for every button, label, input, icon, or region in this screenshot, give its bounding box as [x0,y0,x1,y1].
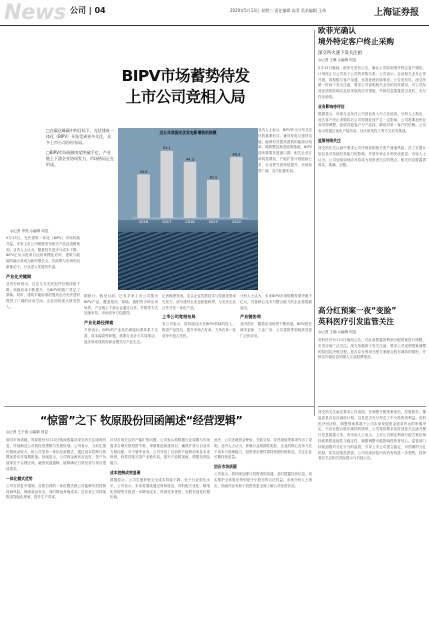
right-divider [318,406,426,407]
right-headline-1-line1: 欧菲光确认 [318,26,356,35]
main-headline-line2: 上市公司竞相入局 [125,88,246,106]
body-column-side: 业内人士表示，BIPV作为分布式光伏的重要形式，兼具发电与建材功能，能够有效提高建筑的能源自给率。随着整县推进政策落地，BIPV迎来重要发展窗口期，相关企业订单明显增加，产能扩张计划陆续公布，行业景气度持续提升，市场前景广阔，各方积极布局。 [258,128,312,173]
right-byline-1: ◎记者 王琳 ◎编辑 何昆 [318,58,357,62]
body-column-1: 5月13日，光伏建筑一体化（BIPV）市场持续升温，多家上市公司相继发布相关产品及战略规划。业内人士认为，随着技术进步与成本下降，BIPV正从示范项目迈向规模化应用，建筑与能源的融合将成为新的增长点。在政策与市场的双重推动下，行业进入发展快车道。 产业化关键期 业内分析指出，过去几年光伏组件价格持续下降，转换效率不断提升，为BIPV的推广奠定了基础。同时，建筑节能标准的提高也为光伏建材提供了广阔的应用空间。企业纷纷加大研发投入。 [6,236,80,309]
chart-data-label: 53.1 [162,146,171,151]
chart-title: 近五年我国光伏发电新增装机规模 [159,130,217,135]
right-headline-1-line2: 境外特定客户终止采购 [318,36,394,46]
bar-chart-svg [118,128,258,290]
body-column-2: 据统计，截至目前，已有多家上市公司推出BIPV产品，覆盖屋顶、幕墙、遮阳等多种应用场景。产业链上下游企业通过合作、并购等方式加速布局，市场竞争日趋激烈。 产业化路径探索 专家表示，BIPV的产业化仍面临标准体系不完善、成本偏高等问题，需要行业各方共同推动，逐步形成成熟的商业模式与产业生态。 [84,294,158,344]
chart-category-label: 2018 [185,220,195,224]
chart-bar [230,157,243,218]
bottom-column-2: 针对市场关注的产能扩张问题，公司表示将根据行业周期与市场需求合理安排投资节奏，审慎推进新建项目，确保扩张与自身实力相匹配。对于屠宰业务，公司介绍了目前的产能利用率及未来规划，称将持续完善产业链布局，提升产品附加值，增强抗风险能力。 成本控制成效显著 数据显示，公司生猪养殖完全成本持续下降，处于行业领先水平。公司表示，未来将继续通过育种改良、饲料配方优化、精细化管理等手段进一步降低成本，巩固竞争优势，为股东创造长期价值。 [110,438,210,500]
chart-bar [184,162,197,218]
body-column-3: 记者梳理发现，龙头企业凭借技术与渠道优势率先发力，部分建材企业也积极跨界，与光伏企业合作开发一体化产品。 上市公司竞相布局 有公司表示，将持续加大在BIPV领域的投入，推进产品迭代，提升市场占有率，力争在新一轮竞争中抢占先机。 [162,294,236,338]
main-headline-line1: BIPV市场蓄势待发 [121,67,250,85]
page-header [0,0,429,26]
subhead: 产业链协同 [240,314,261,320]
bottom-column-1: 面对市场质疑，牧原股份5月13日晚间披露对深交所关注函的回复，详细阐述公司的经营逻辑与发展规划。公司表示，当前生猪价格波动较大，但公司坚持一体化经营模式，通过成本控制与规模优势应对周期挑战。回函显示，公司现金流状况良好，资产负债率处于合理区间，融资渠道通畅，能够满足日常经营与项目建设需求。 一体化模式优势 公司在回复中强调，自繁自养的一体化模式使公司能够有效控制疫病风险，保障食品安全，同时降低养殖成本。近年来公司持续推进智能化养殖，提升生产效率。 [6,438,106,500]
chart-data-label: 48.2 [232,152,241,157]
chart-bar [207,180,220,218]
lead-paragraph: □BIPV市场规模有望突破千亿，产业链上下游企业协同发力，市场格局正在形成。 [46,149,114,168]
bottom-byline: ◎记者 王子诺 ◎编辑 何昆 [6,430,49,434]
right-headline-1 [318,26,426,47]
lead-paragraph: □在碳达峰碳中和目标下，光伏建筑一体化（BIPV）开始受到更多关注，众多上市公司纷纷布局。 [46,128,114,146]
right-headline-2-line2: 英科医疗引发监管关注 [318,316,394,326]
bottom-divider [4,406,314,407]
chart-category-label: 2016 [139,220,149,224]
section-label: 公司 | 04 [70,6,106,15]
chart-category-label: 2017 [162,220,172,224]
chart-data-label: 30.1 [209,175,218,180]
right-headline-2 [318,306,426,327]
chart-data-label: 34.5 [139,169,148,174]
subhead: 产业化关键期 [6,273,32,279]
chart-bar [137,174,150,218]
column-divider [314,30,315,416]
date-line: 2020年5月13日 星期三 责任编辑 高菲 美术编辑 王伟 [230,8,327,13]
main-headline [118,66,253,108]
bottom-column-3: 此外，公司还就资金使用、关联交易、存货减值等事项作出了说明。业内人士认为，养殖行业周期性明显，企业的核心竞争力在于成本与管理能力，投资者应理性看待短期价格波动，关注企业长期经营质量。 回应市场质疑 公司表示，将持续加强与投资者的沟通，及时披露经营信息，切实维护全体股东特别是中小股东的合法权益。市场分析人士指出，回函内容有助于投资者更全面了解公司经营状况。 [214,438,312,488]
right-body-1: 5月13日晚间，欧菲光发布公告，确认公司收到境外特定客户通知，计划终止与公司及子公司的采购关系。公司表示，目前相关业务正常开展，将积极与客户沟通，妥善处理后续事宜。公告发布后，深交所第一时间下发关注函，要求公司说明相关业务的具体情况、对公司经营业绩的影响以及拟采取的应对措施，并就信息披露是否及时、充分作出说明。 业务影响待评估 数据显示，该部分业务在公司营业收入中占比较高。分析人士指出，此次客户终止采购将对公司短期业绩产生一定影响，公司需要加快业务结构调整，拓展其他客户与产品线，降低对单一客户的依赖。公司表示将通过优化产能布局、加大研发投入等方式应对挑战。 监管持续关注 深交所在关注函中要求公司详细说明相关资产减值风险、员工安置计划以及对持续经营能力的影响，并请年审会计师发表意见。市场人士认为，公司后续如何应对将成为投资者关注的焦点，相关信息披露需真实、准确、完整。 [318,66,426,168]
installation-chart [118,128,258,290]
chart-data-label: 44.3 [185,157,195,162]
lead-summary [46,128,114,171]
chart-category-label: 2020 [231,220,241,224]
right-subtitle-1: 深交所火速下发关注函 [318,51,362,56]
body-column-4: 分析人士认为，未来BIPV市场规模有望突破千亿元，具备核心技术与整合能力的企业将脱颖而出。 产业链协同 业内预计，随着应用场景不断拓展，BIPV将在城市更新、工业厂房、公共建筑等领域获得更广泛的应用。 [240,294,312,338]
right-body-2: 英科医疗5月13日晚间公告，对此前披露的利润分配预案进行调整，引发市场广泛关注。深交所随即下发关注函，要求公司说明预案调整的原因及决策过程，是否存在利用分配方案配合股东减持的情形，并核实内幕信息知情人买卖股票情况。 [318,338,426,360]
subhead: 上市公司竞相布局 [162,314,196,320]
right-headline-2-line1: 高分红预案一夜“变脸” [318,306,397,315]
main-byline: ◎记者 李苑 ◎编辑 何昆 [10,229,49,233]
chart-category-label: 2019 [208,220,218,224]
subhead: 产业化路径探索 [84,320,114,326]
paper-logo: 上海证券报 [374,8,420,18]
bottom-headline: “惊雷”之下 牧原股份回函阐述“经营逻辑” [40,414,243,427]
chart-bar [160,151,173,218]
right-byline-2: ◎记者 王瑜 ◎编辑 何昆 [318,330,357,334]
news-wordmark: News [4,0,66,24]
right-body-3: 深交所关注函还要求公司说明，在调整分配预案前后，控股股东、董监高是否存在减持计划，以及是否充分考虑了中小投资者利益。英科医疗回应称，调整预案系基于公司未来发展资金需求作出的审慎决定，不存在配合股东减持的情形，公司将按要求及时回复关注函并履行信息披露义务。有市场人士表示，上市公司制定利润分配方案应保持政策的连续性与稳定性，频繁调整可能影响投资者信心。监管部门持续加强对分红行为的监管，引导上市公司建立稳定、可预期的分红机制，切实回报投资者。公司后续回复内容仍有待进一步观察，投资者应关注相关风险提示与后续公告。 [318,410,426,461]
